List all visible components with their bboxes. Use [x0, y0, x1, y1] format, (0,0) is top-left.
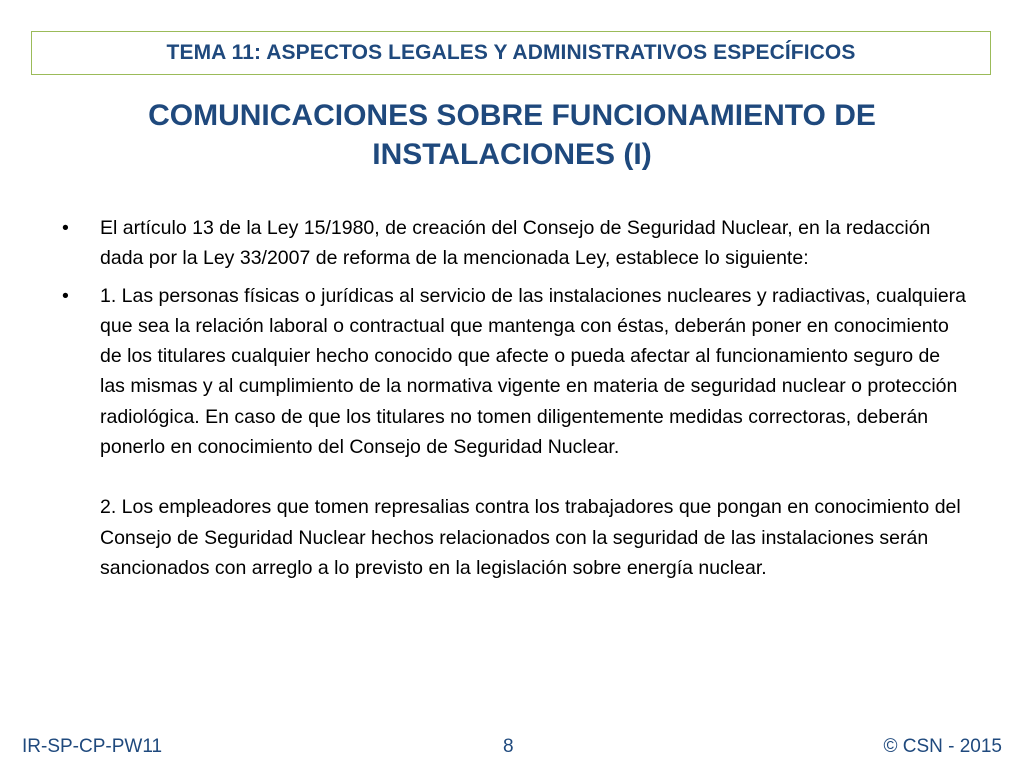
slide-title-line-1: COMUNICACIONES SOBRE FUNCIONAMIENTO DE: [148, 99, 876, 132]
topic-header-box: [31, 31, 991, 75]
paragraph-spacer: [100, 462, 967, 492]
topic-title: TEMA 11: ASPECTOS LEGALES Y ADMINISTRATIVOS ESPECÍFICOS: [166, 41, 856, 64]
bullet-text: [100, 281, 967, 584]
bullet-marker: •: [62, 217, 69, 239]
footer-document-code: IR-SP-CP-PW11: [22, 736, 163, 757]
slide-title: [60, 96, 964, 174]
bullet-paragraph: El artículo 13 de la Ley 15/1980, de creación del Consejo de Seguridad Nuclear, en la redacción dada por la Ley 33/2007 de reforma de la mencionada Ley, establece lo siguiente:: [100, 217, 931, 270]
footer-page-number: 8: [503, 736, 514, 757]
bullet-paragraph-1: 1. Las personas físicas o jurídicas al servicio de las instalaciones nucleares y radiactivas, cualquiera que sea la relación laboral o contractual que mantenga con éstas, deberán poner en conocimiento de los titulares cualquier hecho conocido que afecte o pueda afectar al funcionamiento seguro de las mismas y al cumplimiento de la normativa vigente en materia de seguridad nuclear o protección radiológica. En caso de que los titulares no tomen diligentemente medidas correctoras, deberán ponerlo en conocimiento del Consejo de Seguridad Nuclear.: [100, 284, 967, 459]
bullet-item-2: [62, 281, 967, 584]
bullet-item-1: [62, 213, 967, 274]
bullet-marker: •: [62, 284, 69, 307]
bullet-paragraph-2: 2. Los empleadores que tomen represalias contra los trabajadores que pongan en conocimiento del Consejo de Seguridad Nuclear hechos relacionados con la seguridad de las instalaciones serán sancionados con arreglo a lo previsto en la legislación sobre energía nuclear.: [100, 496, 961, 579]
bullet-list: [62, 213, 967, 590]
bullet-text: [100, 213, 967, 274]
footer-copyright: © CSN - 2015: [883, 736, 1002, 757]
slide-title-line-2: INSTALACIONES (I): [372, 138, 652, 171]
